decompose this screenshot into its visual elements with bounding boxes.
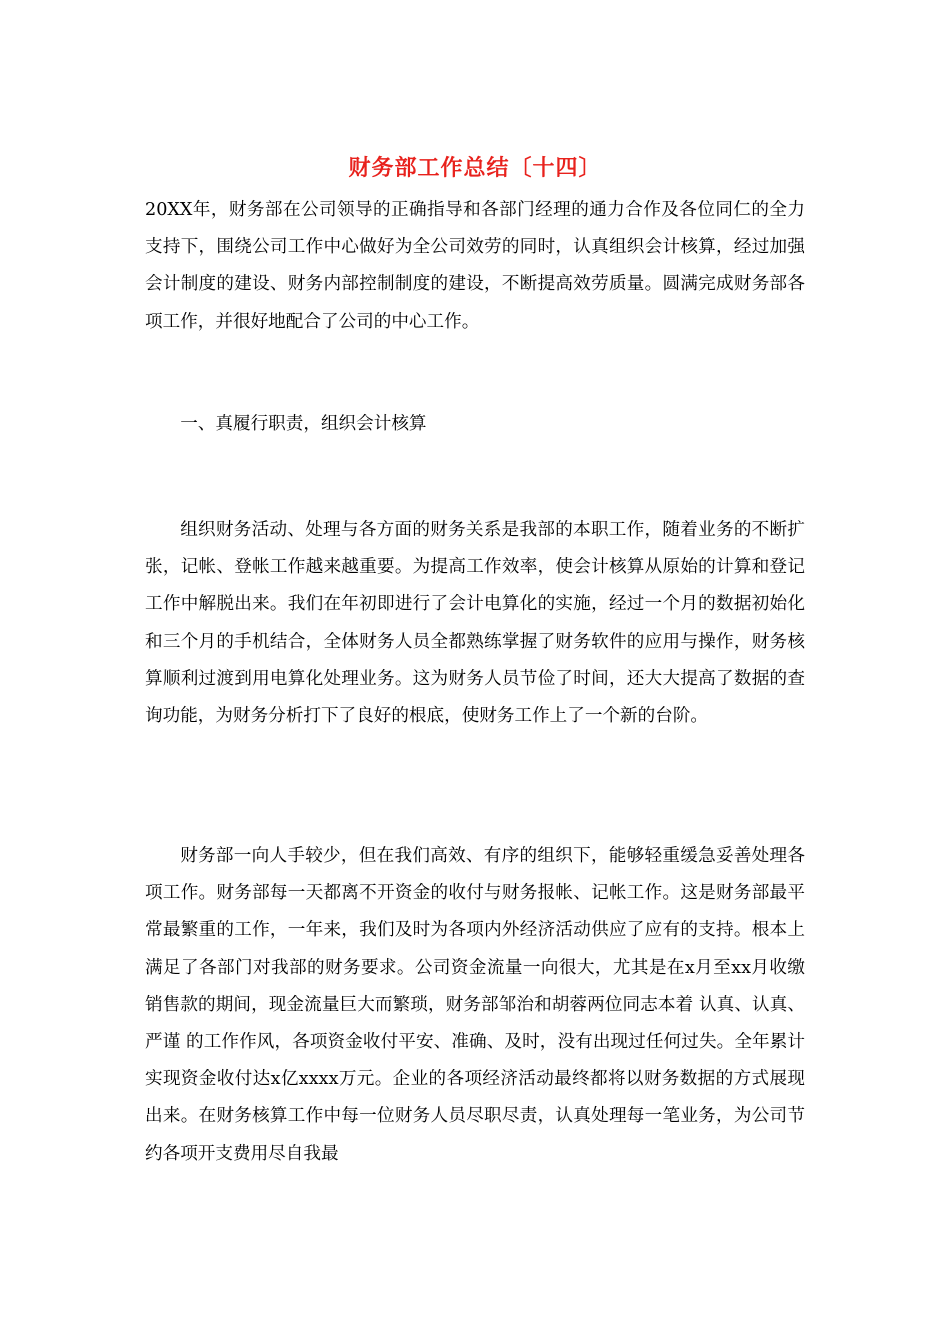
body-paragraph: 组织财务活动、处理与各方面的财务关系是我部的本职工作，随着业务的不断扩张，记帐、登帐工作越来越重要。为提高工作效率，使会计核算从原始的计算和登记工作中解脱出来。我们在年初即进行了会计电算化的实施，经过一个月的数据初始化和三个月的手机结合，全体财务人员全都熟练掌握了财务软件的应用与操作，财务核算顺利过渡到用电算化处理业务。这为财务人员节俭了时间，还大大提高了数据的查询功能，为财务分析打下了良好的根底，使财务工作上了一个新的台阶。 (145, 520, 805, 727)
intro-paragraph: 20XX年，财务部在公司领导的正确指导和各部门经理的通力合作及各位同仁的全力支持下，围绕公司工作中心做好为全公司效劳的同时，认真组织会计核算，经过加强会计制度的建设、财务内部控制制度的建设，不断提高效劳质量。圆满完成财务部各项工作，并很好地配合了公司的中心工作。 (145, 200, 805, 332)
body-paragraph: 财务部一向人手较少，但在我们高效、有序的组织下，能够轻重缓急妥善处理各项工作。财务部每一天都离不开资金的收付与财务报帐、记帐工作。这是财务部最平常最繁重的工作，一年来，我们及时为各项内外经济活动供应了应有的支持。根本上满足了各部门对我部的财务要求。公司资金流量一向很大，尤其是在x月至xx月收缴销售款的期间，现金流量巨大而繁琐，财务部邹治和胡蓉两位同志本着 认真、认真、严谨 的工作作风，各项资金收付平安、准确、及时，没有出现过任何过失。全年累计实现资金收付达x亿xxxx万元。企业的各项经济活动最终都将以财务数据的方式展现出来。在财务核算工作中每一位财务人员尽职尽责，认真处理每一笔业务，为公司节约各项开支费用尽自我最 (145, 846, 805, 1164)
section-heading: 一、真履行职责，组织会计核算 (180, 414, 427, 434)
document-title: 财务部工作总结〔十四〕 (348, 155, 602, 181)
